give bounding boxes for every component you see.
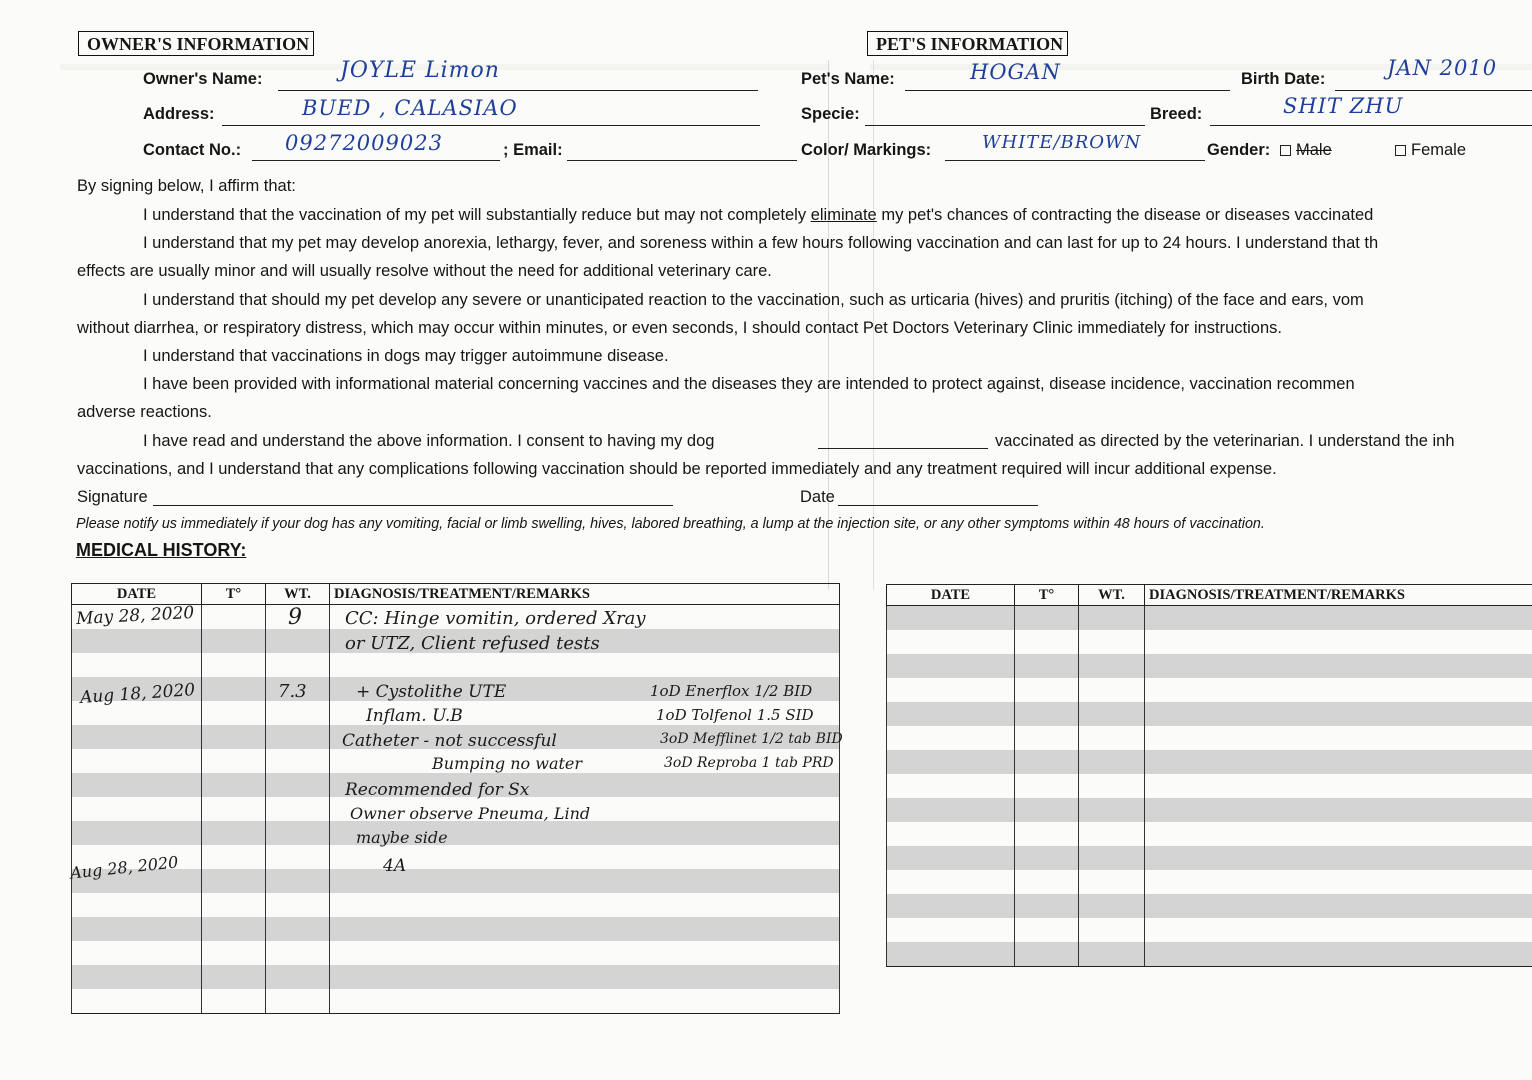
signature-label: Signature (77, 488, 148, 506)
col-date-header-2: DATE (887, 585, 1015, 606)
color-markings-line (945, 160, 1205, 161)
signature-line[interactable] (153, 505, 673, 506)
contact-label: Contact No.: (143, 141, 242, 159)
gender-male-label: Male (1296, 141, 1332, 159)
table-row[interactable] (72, 869, 840, 893)
entry-2-weight: 7.3 (278, 681, 307, 702)
table-row[interactable] (72, 941, 840, 965)
breed-label: Breed: (1150, 105, 1203, 123)
consent-paragraph-6a-post: vaccinated as directed by the veterinarian. I understand the inh (995, 432, 1455, 450)
consent-paragraph-5b: adverse reactions. (77, 403, 212, 421)
birth-date-value[interactable]: JAN 2010 (1387, 56, 1498, 80)
breed-line (1210, 125, 1532, 126)
gender-female-option[interactable] (1395, 141, 1466, 160)
col-temp-header-2: T° (1015, 585, 1079, 606)
entry-2-line-5: Recommended for Sx (345, 780, 530, 800)
table-row[interactable] (887, 750, 1532, 774)
date-line[interactable] (838, 505, 1038, 506)
consent-paragraph-3b: without diarrhea, or respiratory distress, which may occur within minutes, or even seconds, I should contact Pet Doctors Veterinary Clinic immediately for instructions. (77, 319, 1282, 337)
entry-2-med-4: 3oD Reproba 1 tab PRD (664, 755, 834, 771)
table-row[interactable] (72, 965, 840, 989)
owner-name-line (278, 90, 758, 91)
table-row[interactable] (72, 989, 840, 1014)
owner-name-value[interactable]: JOYLE Limon (340, 58, 500, 83)
consent-paragraph-2b: effects are usually minor and will usually resolve without the need for additional veterinary care. (77, 262, 772, 280)
pet-name-line (905, 90, 1230, 91)
entry-2-med-1: 1oD Enerflox 1/2 BID (650, 682, 813, 700)
specie-line (865, 125, 1145, 126)
table-row[interactable] (887, 918, 1532, 942)
consent-paragraph-2a: I understand that my pet may develop anorexia, lethargy, fever, and soreness within a few hours following vaccination and can last for up to 24 hours. I understand that th (143, 234, 1379, 252)
col-temp-header: T° (202, 584, 266, 605)
table-row[interactable] (72, 917, 840, 941)
pet-name-value[interactable]: HOGAN (970, 60, 1061, 84)
gender-label: Gender: (1207, 141, 1271, 159)
entry-2-line-6: Owner observe Pneuma, Lind (350, 804, 591, 823)
consent-paragraph-4: I understand that vaccinations in dogs may trigger autoimmune disease. (143, 347, 669, 365)
gender-female-label: Female (1411, 141, 1467, 159)
owner-name-label: Owner's Name: (143, 70, 263, 88)
color-markings-label: Color/ Markings: (801, 141, 932, 159)
entry-1-date: May 28, 2020 (75, 602, 195, 630)
entry-2-line-2: Inflam. U.B (366, 706, 463, 726)
entry-1-weight: 9 (288, 605, 302, 630)
consent-paragraph-1 (143, 201, 1373, 229)
email-line (567, 160, 797, 161)
table-row[interactable] (887, 726, 1532, 750)
entry-2-date: Aug 18, 2020 (79, 680, 196, 708)
table-row[interactable] (72, 845, 840, 869)
table-row[interactable] (72, 821, 840, 845)
address-label: Address: (143, 105, 215, 123)
pet-name-label: Pet's Name: (801, 70, 895, 88)
consent-p1-rest: my pet's chances of contracting the disease or diseases vaccinated (876, 206, 1374, 224)
entry-1-line-2: or UTZ, Client refused tests (345, 633, 600, 654)
col-diagnosis-header: DIAGNOSIS/TREATMENT/REMARKS (330, 584, 840, 605)
table-row[interactable] (887, 654, 1532, 678)
consent-paragraph-6b: vaccinations, and I understand that any complications following vaccination should be reported immediately and any treatment required will incur additional expense. (77, 460, 1277, 478)
contact-value[interactable]: 09272009023 (285, 131, 443, 155)
address-line (222, 125, 760, 126)
consent-p1-underlined: eliminate (810, 206, 877, 224)
table-row[interactable] (887, 702, 1532, 726)
col-date-header: DATE (72, 584, 202, 605)
table-row[interactable] (887, 894, 1532, 918)
table-row[interactable] (887, 870, 1532, 894)
col-diagnosis-header-2: DIAGNOSIS/TREATMENT/REMARKS (1145, 585, 1532, 606)
consent-intro: By signing below, I affirm that: (77, 177, 296, 195)
address-value[interactable]: BUED , CALASIAO (302, 96, 518, 120)
color-markings-value[interactable]: WHITE/BROWN (982, 132, 1142, 153)
owner-section-title: OWNER'S INFORMATION (78, 31, 314, 56)
email-label: ; Email: (503, 141, 563, 159)
birth-date-label: Birth Date: (1241, 70, 1326, 88)
entry-2-line-4: Bumping no water (432, 754, 583, 773)
table-row[interactable] (887, 822, 1532, 846)
table-row[interactable] (887, 678, 1532, 702)
consent-paragraph-3a: I understand that should my pet develop any severe or unanticipated reaction to the vaccination, such as urticaria (hives) and pruritis (itching) of the face and ears, vom (143, 291, 1364, 309)
entry-3-line-1: 4A (383, 856, 407, 876)
entry-2-line-3: Catheter - not successful (342, 731, 557, 751)
col-weight-header: WT. (266, 584, 330, 605)
table-row[interactable] (72, 653, 840, 677)
table-row[interactable] (887, 774, 1532, 798)
entry-2-med-2: 1oD Tolfenol 1.5 SID (656, 706, 814, 724)
birth-date-line (1335, 90, 1532, 91)
col-weight-header-2: WT. (1079, 585, 1145, 606)
table-row[interactable] (72, 893, 840, 917)
table-row[interactable] (887, 606, 1532, 631)
entry-1-line-1: CC: Hinge vomitin, ordered Xray (345, 608, 646, 629)
date-label: Date (800, 488, 835, 506)
table-row[interactable] (887, 846, 1532, 870)
specie-label: Specie: (801, 105, 860, 123)
table-row[interactable] (887, 630, 1532, 654)
medical-history-table-2 (886, 584, 1532, 967)
consent-p1-text: I understand that the vaccination of my pet will substantially reduce but may not completely (143, 206, 811, 224)
consent-paragraph-6a-pre: I have read and understand the above information. I consent to having my dog (143, 432, 715, 450)
notice-text: Please notify us immediately if your dog has any vomiting, facial or limb swelling, hives, labored breathing, a lump at the injection site, or any other symptoms within 48 hours of vaccination. (76, 516, 1265, 532)
female-checkbox-icon (1395, 145, 1406, 156)
entry-2-line-7: maybe side (356, 828, 448, 847)
entry-2-med-3: 3oD Mefflinet 1/2 tab BID (660, 731, 843, 747)
table-row[interactable] (887, 798, 1532, 822)
dog-name-blank[interactable] (818, 448, 988, 449)
consent-paragraph-5a: I have been provided with informational material concerning vaccines and the diseases they are intended to protect against, disease incidence, vaccination recommen (143, 375, 1355, 393)
table-row[interactable] (887, 942, 1532, 967)
gender-male-option[interactable] (1280, 141, 1332, 160)
pet-section-title: PET'S INFORMATION (867, 31, 1068, 56)
medical-history-title: MEDICAL HISTORY: (76, 540, 247, 560)
entry-3-date: Aug 28, 2020 (69, 852, 180, 883)
male-checkbox-icon (1280, 145, 1291, 156)
breed-value[interactable]: SHIT ZHU (1283, 94, 1404, 118)
entry-2-line-1: + Cystolithe UTE (356, 682, 507, 702)
contact-line (252, 160, 500, 161)
